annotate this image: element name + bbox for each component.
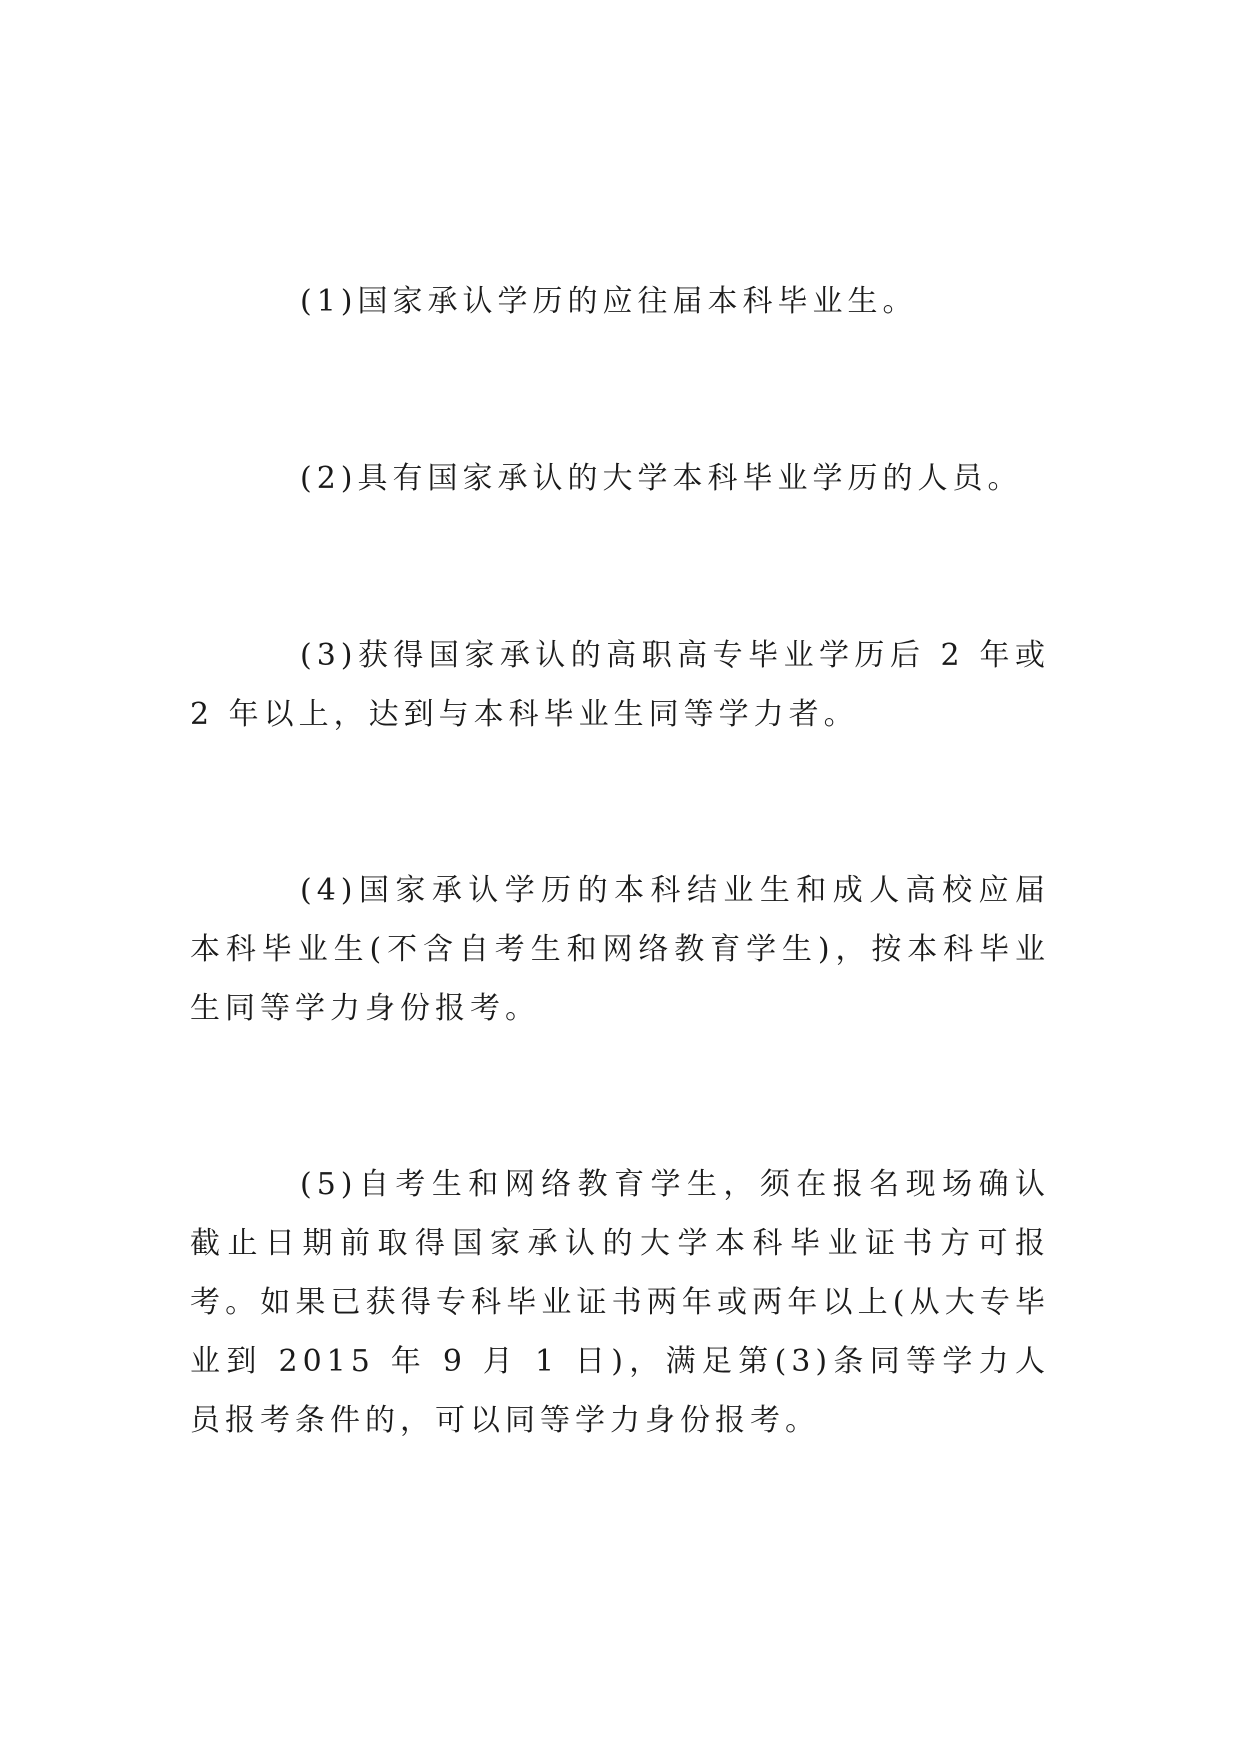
paragraph-condition-5: (5)自考生和网络教育学生，须在报名现场确认截止日期前取得国家承认的大学本科毕业证书方可报考。如果已获得专科毕业证书两年或两年以上(从大专毕业到 2015 年 9 月 1 日)，满足第(3)条同等学力人员报考条件的，可以同等学力身份报考。	[190, 1167, 1050, 1438]
paragraph-condition-2: (2)具有国家承认的大学本科毕业学历的人员。	[300, 461, 1023, 496]
paragraph-condition-4: (4)国家承认学历的本科结业生和成人高校应届本科毕业生(不含自考生和网络教育学生)，按本科毕业生同等学力身份报考。	[190, 873, 1050, 1026]
paragraph-condition-1: (1)国家承认学历的应往届本科毕业生。	[300, 284, 918, 319]
paragraph-condition-3: (3)获得国家承认的高职高专毕业学历后 2 年或 2 年以上，达到与本科毕业生同等学力者。	[190, 638, 1050, 732]
